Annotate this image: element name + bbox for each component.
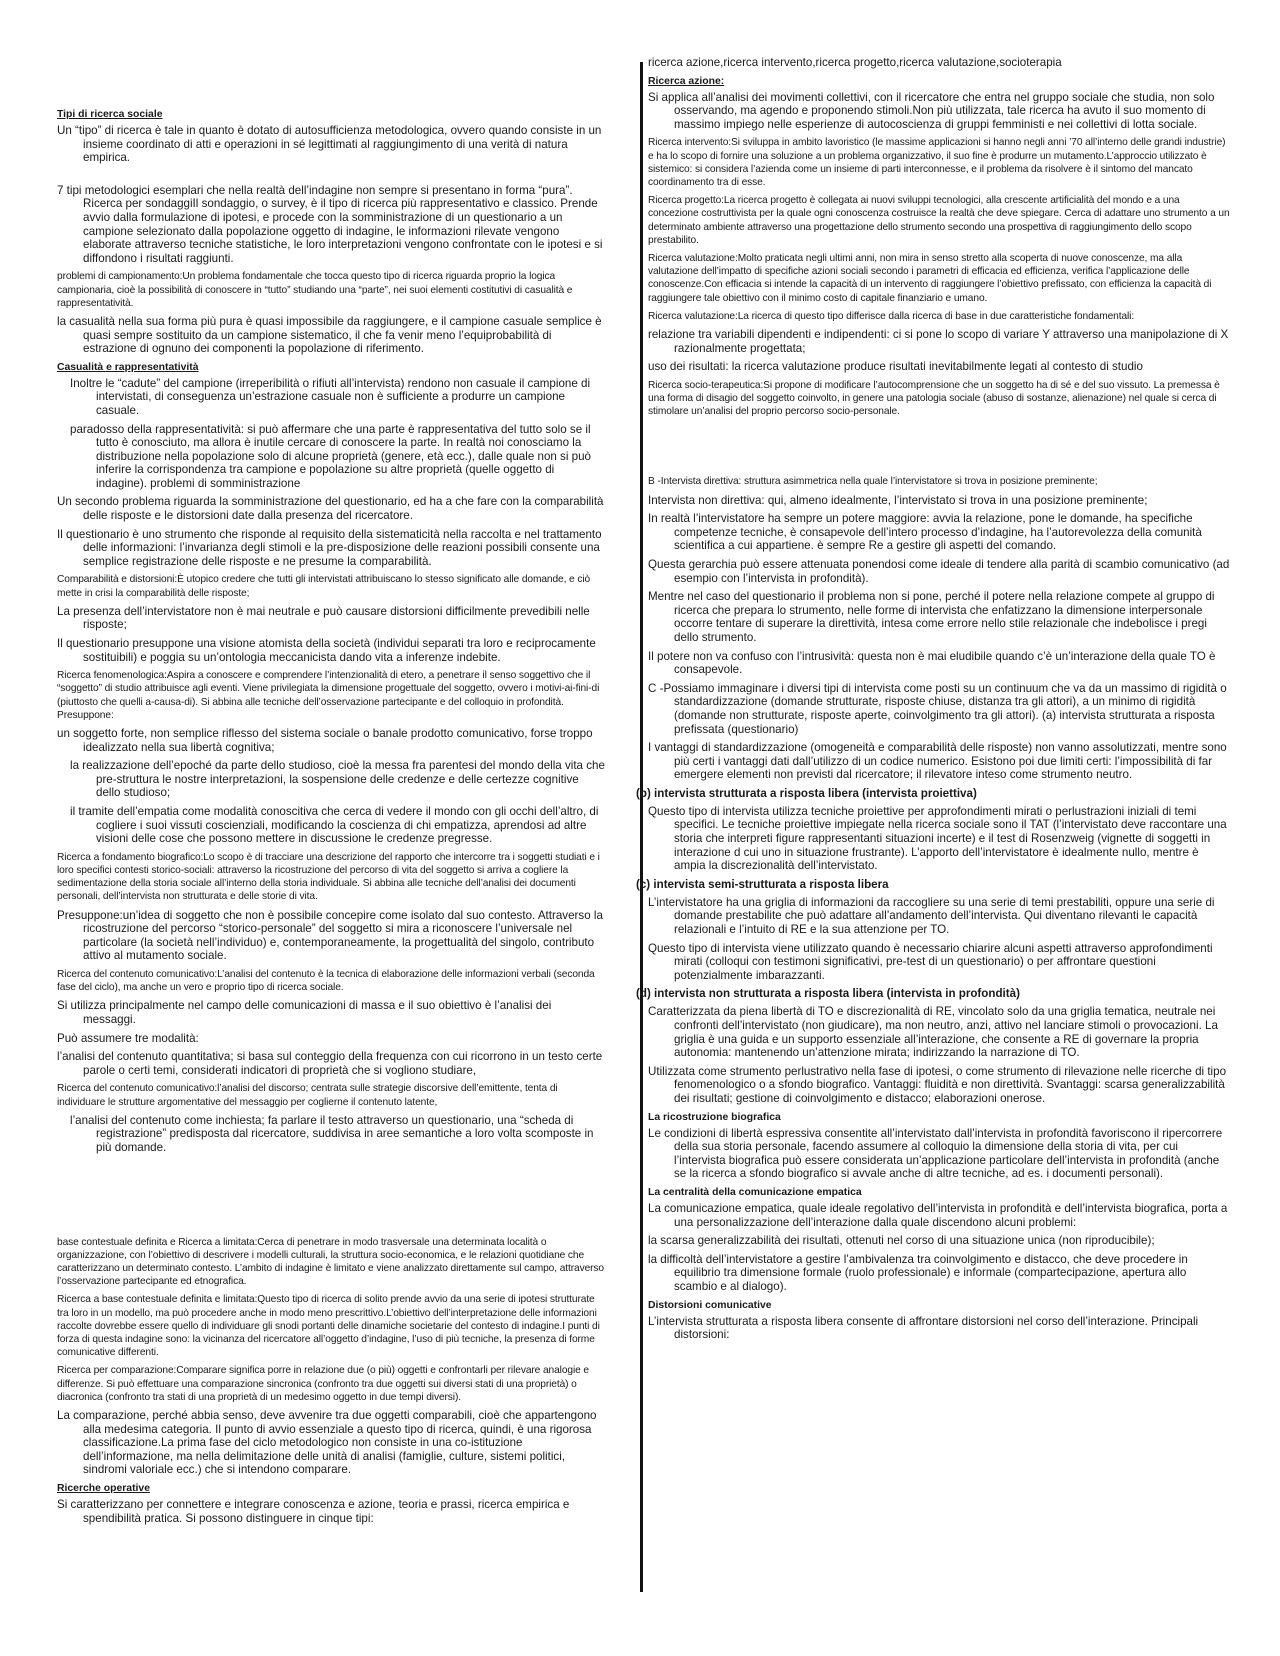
paragraph: Questo tipo di intervista utilizza tecniche proiettive per approfondimenti mirati o perlustrazioni iniziali di temi specifici. Le tecniche proiettive impiegate nella ricerca sociale sono il TAT (l’intervistato deve raccontare una storia che interpreti figure rappresentanti situazioni incerte) e il test di Rosenzweig (vignette di soggetti in interazione d cui uno in situazione frustrante). L’apporto dell’intervistatore è idealmente nullo, mentre è ampia la discrezionalità dell’intervistato. — [648, 804, 1227, 873]
paragraph: l’analisi del contenuto quantitativa; si basa sul conteggio della frequenza con cui ricorrono in un testo certe parole o certi temi, considerati indicatori di proprietà che si vogliono studiare, — [57, 1050, 603, 1077]
paragraph: L’intervista strutturata a risposta libera consente di affrontare distorsioni nel corso dell’interazione. Principali distorsioni: — [648, 1314, 1199, 1342]
paragraph-narrow: Ricerca valutazione:Molto praticata negli ultimi anni, non mira in senso stretto alla scoperta di nuove conoscenze, ma alla valutazione dell’impatto di specifiche azioni sociali secondo i parametri di efficacia ed efficienza, verifica l’applicazione delle conoscenze.Con efficacia si intende la capacità di un intervento di raggiungere l’obiettivo prefissato, con efficienza la capacità di raggiungere tale obiettivo con il minimo costo di capitale finanziario e umano. — [648, 253, 1212, 304]
section-heading: La ricostruzione biografica — [648, 1111, 781, 1123]
paragraph: I vantaggi di standardizzazione (omogeneità e comparabilità delle risposte) non vanno assolutizzati, mentre sono più certi i vantaggi dati dall’utilizzo di un codice numerico. Esistono poi due limiti certi: l’impossibilità di far emergere elementi non previsti dal ricercatore; il rilevatore inteso come strumento neutro. — [648, 741, 1227, 782]
paragraph: Mentre nel caso del questionario il problema non si pone, perché il potere nella relazione compete al gruppo di ricerca che prepara lo strumento, nelle forme di intervista che enfatizzano la dimensione interpersonale occorre tentare di superare la direttività, intesa come errore nello stile relazionale che indebolisce i pregi dello strumento. — [648, 590, 1215, 644]
section-heading: Ricerca azione: — [648, 75, 725, 87]
paragraph: Questo tipo di intervista viene utilizzato quando è necessario chiarire alcuni aspetti attraverso approfondimenti mirati (colloqui con testimoni significativi, pre-test di un questionario) o per affrontare questioni potenzialmente imbarazzanti. — [648, 941, 1213, 982]
paragraph: Caratterizzata da piena libertà di TO e discrezionalità di RE, vincolato solo da una griglia tematica, neutrale nei confronti dell’intervistato (non giudicare), ma non neutro, anzi, attivo nel lanciare stimoli o provocazioni. La griglia è una guida e un supporto essenziale all’interazione, che consente a RE di governare la propria autonomia: mantenendo un’attenzione mirata; indirizzando la narrazione di TO. — [648, 1005, 1218, 1060]
left-column — [57, 0, 605, 1530]
paragraph: Si applica all’analisi dei movimenti collettivi, con il ricercatore che entra nel gruppo sociale che studia, non solo osservando, ma agendo e proponendo stimoli.Non più utilizzata, tale ricerca ha avuto il suo momento di massimo impiego nelle esperienze di autocoscienza di gruppi femministi e nei collettivi di lotta sociale. — [648, 90, 1215, 131]
paragraph: il tramite dell’empatia come modalità conoscitiva che cerca di vedere il mondo con gli occhi dell’altro, di cogliere i suoi vissuti coscienziali, modificando la coscienza di chi empatizza, aprendosi ad altre visioni delle cose che possono mettere in discussione le credenze pregresse. — [70, 805, 599, 846]
paragraph: l’analisi del contenuto come inchiesta; fa parlare il testo attraverso un questionario, una “scheda di registrazione” predisposta dal ricercatore, suddivisa in aree semantiche a loro volta scomposte in più domande. — [70, 1113, 594, 1154]
paragraph: Presuppone:un’idea di soggetto che non è possibile concepire come isolato dal suo contesto. Attraverso la ricostruzione del percorso “storico-personale” del soggetto si mira a riconoscere l’universale nel particolare (la società nell’individuo) e, contemporaneamente, la progettualità del singolo, contributo attivo al mutamento sociale. — [57, 908, 603, 963]
paragraph-narrow: Ricerca per comparazione:Comparare significa porre in relazione due (o più) oggetti e confrontarli per rilevare analogie e differenze. Si può effettuare una comparazione sincronica (confronto tra due oggetti sui diversi stati di una proprietà) o diacronica (confronto tra stati di una proprietà di un medesimo oggetto in due tempi diversi). — [57, 1365, 589, 1403]
paragraph: Le condizioni di libertà espressiva consentite all’intervistato dall’intervista in profondità favoriscono il ripercorrere della sua storia personale, facendo assumere al colloquio la dimensione della storia di vita, per cui l’intervista biografica può essere considerata un’applicazione particolare dell’intervista in profondità (anche se la ricerca a sfondo biografico si avvale anche di altre tecniche, ad es. i documenti personali). — [648, 1126, 1223, 1181]
paragraph-narrow: Ricerca del contenuto comunicativo:l’analisi del discorso; centrata sulle strategie discorsive dell’emittente, tenta di individuare le strutture argomentative del messaggio per coglierne il contenuto latente, — [57, 1083, 558, 1108]
paragraph-narrow: base contestuale definita e Ricerca a limitata:Cerca di penetrare in modo trasversale una determinata località o organizzazione, con l’obiettivo di descrivere i modelli culturali, la struttura socio-economica, e le relazioni quotidiane che caratterizzano un determinato contesto. L’ambito di indagine è limitato e viene analizzato direttamente sul campo, attraverso l’osservazione partecipante ed etnografica. — [57, 1236, 604, 1288]
paragraph: L’intervistatore ha una griglia di informazioni da raccogliere su una serie di temi prestabiliti, oppure una serie di domande prestabilite che può adattare all’andamento dell’intervista. Qui diventano rilevanti le capacità relazionali e l’intuito di RE e la sua attenzione per TO. — [648, 895, 1215, 937]
paragraph: La comparazione, perché abbia senso, deve avvenire tra due oggetti comparabili, cioè che appartengono alla medesima categoria. Il punto di avvio essenziale a questo tipo di ricerca, quindi, è una rigorosa classificazione.La prima fase del ciclo metodologico non consiste in una co-istituzione dell’informazione, ma nella delimitazione delle unità di analisi (famiglie, culture, sistemi politici, sindromi valoriale ecc.) che si intendono comparare. — [57, 1408, 597, 1477]
paragraph-narrow: Comparabilità e distorsioni:È utopico credere che tutti gli intervistati attribuiscano lo stesso significato alle domande, e ciò mette in crisi la comparabilità delle risposte; — [57, 574, 591, 599]
paragraph: Il questionario è uno strumento che risponde al requisito della sistematicità nella raccolta e nel trattamento delle informazioni: l’invarianza degli stimoli e la pre-disposizione delle reazioni possibili consente una semplice registrazione delle risposte e ne presume la comparabilità. — [57, 527, 602, 568]
subsection-title: (d) intervista non strutturata a risposta libera (intervista in profondità) — [636, 987, 1020, 1001]
paragraph: uso dei risultati: la ricerca valutazione produce risultati inevitabilmente legati al contesto di studio — [648, 360, 1143, 374]
right-column — [636, 0, 1230, 1347]
paragraph-narrow: Ricerca progetto:La ricerca progetto è collegata ai nuovi sviluppi tecnologici, alla crescente artificialità del mondo e a una concezione costruttivista per la quale ogni conoscenza costruisce la realtà che deve spiegare. Cerca di adattare uno strumento a un determinato ambiente attraverso una progettazione dello strumento secondo una prospettiva di raggiungimento dello scopo prestabilito. — [648, 195, 1230, 246]
paragraph: la scarsa generalizzabilità dei risultati, ottenuti nel corso di una situazione unica (non riproducibile); — [648, 1234, 1155, 1248]
paragraph: Si utilizza principalmente nel campo delle comunicazioni di massa e il suo obiettivo è l’analisi dei messaggi. — [57, 999, 552, 1026]
paragraph: In realtà l’intervistatore ha sempre un potere maggiore: avvia la relazione, pone le domande, ha specifiche competenze tecniche, è consapevole dell’intero processo d’indagine, ha l’autorevolezza della comunità scientifica a cui appartiene. è sempre Re a gestire gli aspetti del comando. — [648, 512, 1202, 553]
paragraph-narrow: Ricerca a base contestuale definita e limitata:Questo tipo di ricerca di solito prende avvio da una serie di ipotesi strutturate tra loro in un modello, ma può procedere anche in modo meno prescrittivo.L’obiettivo dell’interpretazione delle informazioni raccolte dovrebbe essere quello di individuare gli snodi portanti delle dinamiche societarie del contesto di indagine.I punti di forza di questa indagine sono: la vicinanza del ricercatore all’oggetto d’indagine, l’uso di più tecniche, la presenza di forme comunicative differenti. — [57, 1294, 600, 1359]
paragraph-narrow: Ricerca del contenuto comunicativo:L’analisi del contenuto è la tecnica di elaborazione delle informazioni verbali (seconda fase del ciclo), ma anche un vero e proprio tipo di ricerca sociale. — [57, 968, 595, 994]
paragraph: la realizzazione dell’epoché da parte dello studioso, cioè la messa fra parentesi del mondo della vita che pre-struttura le nostre interpretazioni, la sospensione delle credenze e delle certezze cognitive dello studioso; — [70, 759, 605, 800]
paragraph: La comunicazione empatica, quale ideale regolativo dell’intervista in profondità e dell’intervista biografica, porta a una personalizzazione dell’interazione dalla quale discendono alcuni problemi: — [648, 1201, 1228, 1229]
spacer — [57, 1160, 605, 1236]
paragraph: La presenza dell’intervistatore non è mai neutrale e può causare distorsioni difficilmente prevedibili nelle risposte; — [57, 604, 590, 632]
paragraph: Si caratterizzano per connettere e integrare conoscenza e azione, teoria e prassi, ricerca empirica e spendibilità pratica. Si possono distinguere in cinque tipi: — [57, 1497, 570, 1525]
paragraph: la casualità nella sua forma più pura è quasi impossibile da raggiungere, e il campione casuale semplice è quasi sempre sostituito da un campione sistematico, il che fa venir meno l’equiprobabilità di estrazione di ognuno dei componenti la popolazione di riferimento. — [57, 314, 602, 356]
spacer — [57, 170, 605, 184]
subsection-title: (c) intervista semi-strutturata a risposta libera — [636, 877, 889, 891]
paragraph: Un secondo problema riguarda la somministrazione del questionario, ed ha a che fare con la comparabilità delle risposte e le distorsioni date dalla presenza del ricercatore. — [57, 495, 604, 523]
paragraph: paradosso della rappresentatività: si può affermare che una parte è rappresentativa del tutto solo se il tutto è conosciuto, ma allora è inutile cercare di conoscere la parte. In realtà noi conosciamo la distribuzione nella popolazione solo di alcune proprietà (genere, età ecc.), dalle quale non si può inferire la corrispondenza tra campione e popolazione su altre proprietà (quelle oggetto di indagine). problemi di somministrazione — [70, 422, 591, 490]
paragraph: Questa gerarchia può essere attenuata ponendosi come ideale di tendere alla parità di scambio comunicativo (ad esempio con l’intervista in profondità). — [648, 557, 1230, 585]
paragraph: Il questionario presuppone una visione atomista della società (individui separati tra loro e reciprocamente sostituibili) e poggia su un’ontologia meccanicista dando vita a inferenze indebite. — [57, 637, 596, 664]
section-heading: La centralità della comunicazione empatica — [648, 1186, 862, 1198]
section-title: Tipi di ricerca sociale — [57, 109, 163, 120]
paragraph: Intervista non direttiva: qui, almeno idealmente, l’intervistato si trova in una posizione preminente; — [648, 493, 1148, 507]
paragraph: C -Possiamo immaginare i diversi tipi di intervista come posti su un continuum che va da un massimo di rigidità o standardizzazione (domande strutturate, risposte chiuse, distanza tra gli attori), a un minimo di rigidità (domande non strutturate, risposte aperte, coinvolgimento tra gli attori). (a) intervista strutturata a risposta prefissata (questionario) — [648, 681, 1227, 736]
section-heading: Casualità e rappresentatività — [57, 361, 199, 373]
paragraph-narrow: Ricerca intervento:Si sviluppa in ambito lavoristico (le massime applicazioni si hanno negli anni ’70 all’interno delle grandi industrie) e ha lo scopo di fornire una soluzione a un problema organizzativo, il suo fine è produrre un mutamento.L’approccio utilizzato è sistemico: si considera l’azienda come un insieme di parti interconnesse, e il problema da risolvere è il sintomo del mancato coordinamento tra di esse. — [648, 137, 1226, 188]
paragraph: ricerca azione,ricerca intervento,ricerca progetto,ricerca valutazione,socioterapia — [648, 56, 1062, 69]
section-heading: Distorsioni comunicative — [648, 1299, 772, 1311]
paragraph: Il potere non va confuso con l’intrusività: questa non è mai eludibile quando c’è un’interazione della quale TO è consapevole. — [648, 649, 1216, 677]
subsection-title: (b) intervista strutturata a risposta libera (intervista proiettiva) — [636, 786, 977, 800]
section-heading: Ricerche operative — [57, 1482, 150, 1494]
paragraph-narrow: B -Intervista direttiva: struttura asimmetrica nella quale l’intervistatore si trova in posizione preminente; — [648, 476, 1098, 488]
paragraph: Un “tipo” di ricerca è tale in quanto è dotato di autosufficienza metodologica, ovvero quando consiste in un insieme coordinato di atti e operazioni in sé legittimati al raggiungimento di una verità di natura empirica. — [57, 124, 602, 165]
paragraph: Inoltre le “cadute” del campione (irreperibilità o rifiuti all’intervista) rendono non casuale il campione di intervistati, di conseguenza un’estrazione casuale non è sufficiente a produrre un campione casuale. — [70, 376, 591, 417]
paragraph-narrow: Ricerca fenomenologica:Aspira a conoscere e comprendere l’intenzionalità di etero, a penetrare il senso soggettivo che il “soggetto” di studio attribuisce agli eventi. Viene privilegiata la dimensione progettuale del soggetto, ovvero i motivi-ai-fini-di (piuttosto che quelli a-causa-di). Si abbina alle tecniche dell’osservazione partecipante e del colloquio in profondità. Presuppone: — [57, 670, 600, 721]
column-divider — [640, 62, 643, 1592]
paragraph: Utilizzata come strumento perlustrativo nella fase di ipotesi, o come strumento di rilevazione nelle ricerche di tipo fenomenologico o a sfondo biografico. Vantaggi: fluidità e non direttività. Svantaggi: scarsa generalizzabilità dei risultati; gestione di coinvolgimento e distacco; elaborazioni onerose. — [648, 1064, 1227, 1105]
paragraph: un soggetto forte, non semplice riflesso del sistema sociale o banale prodotto comunicativo, forse troppo idealizzato nella sua libertà cognitiva; — [57, 727, 593, 754]
paragraph: la difficoltà dell’intervistatore a gestire l’ambivalenza tra coinvolgimento e distacco, che deve procedere in equilibrio tra dimensione formale (ruolo professionale) e informale (compartecipazione, apertura allo scambio e al dialogo). — [648, 1252, 1188, 1293]
paragraph-narrow: Ricerca socio-terapeutica:Si propone di modificare l’autocomprensione che un soggetto ha di sé e del suo vissuto. La premessa è una forma di disagio del soggetto coinvolto, in genere una patologia sociale (abuso di sostanze, alienazione) nel quale si cerca di stimolare un’analisi del proprio percorso socio-personale. — [648, 379, 1220, 418]
paragraph: Può assumere tre modalità: — [57, 1031, 199, 1045]
paragraph-narrow: problemi di campionamento:Un problema fondamentale che tocca questo tipo di ricerca riguarda proprio la logica campionaria, cioè la possibilità di conoscere in “tutto” studiando una “parte”, nei suoi elementi costitutivi di casualità e rappresentatività. — [57, 271, 573, 309]
paragraph-narrow: Ricerca a fondamento biografico:Lo scopo è di tracciare una descrizione del rapporto che intercorre tra i soggetti studiati e i loro specifici contesti storico-sociali: attraverso la ricostruzione del percorso di vita del soggetto si arriva a cogliere la sedimentazione della storia sociale all’interno della storia individuale. Si abbina alle tecniche dell’analisi dei documenti personali, dell’intervista non strutturata e delle storie di vita. — [57, 851, 600, 903]
paragraph: 7 tipi metodologici esemplari che nella realtà dell’indagine non sempre si presentano in forma “pura”. Ricerca per sondaggiIl sondaggio, o survey, è il tipo di ricerca più rappresentativo e classico. Prende avvio dalla formulazione di ipotesi, e procede con la somministrazione di un questionario a un campione selezionato dalla popolazione oggetto di indagine, le informazioni rilevate vengono elaborate attraverso tecniche statistiche, le loro interpretazioni vengono confrontate con le ipotesi e si diffondono i risultati raggiunti. — [57, 183, 603, 265]
paragraph-narrow: Ricerca valutazione:La ricerca di questo tipo differisce dalla ricerca di base in due caratteristiche fondamentali: — [648, 310, 1135, 322]
spacer — [648, 423, 1230, 475]
paragraph: relazione tra variabili dipendenti e indipendenti: ci si pone lo scopo di variare Y attraverso una manipolazione di X razionalmente progettata; — [648, 328, 1229, 355]
